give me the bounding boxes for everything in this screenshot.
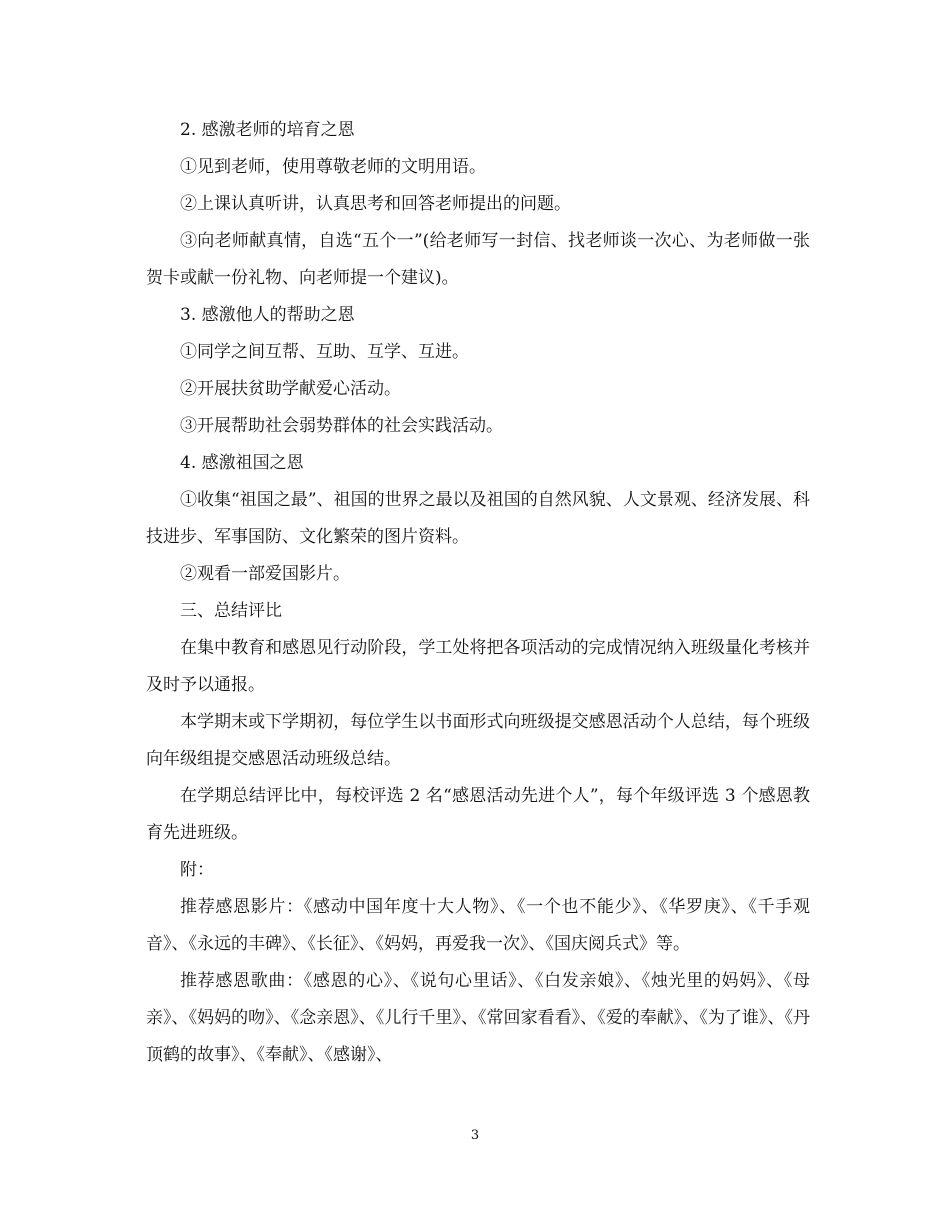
page-number: 3 (470, 1128, 480, 1143)
section-heading-teachers: 2. 感激老师的培育之恩 (180, 120, 355, 140)
list-item: ①见到老师，使用尊敬老师的文明用语。 (180, 157, 486, 177)
list-item: ②观看一部爱国影片。 (180, 564, 350, 584)
list-item: ③开展帮助社会弱势群体的社会实践活动。 (180, 416, 503, 436)
list-item: ①同学之间互帮、互助、互学、互进。 (180, 342, 469, 362)
list-item: ②开展扶贫助学献爱心活动。 (180, 379, 401, 399)
appendix-label: 附： (180, 860, 214, 880)
body-paragraph: 在学期总结评比中，每校评选 2 名“感恩活动先进个人”，每个年级评选 3 个感恩教育先进班级。 (146, 786, 810, 843)
section-heading-others: 3. 感激他人的帮助之恩 (180, 305, 355, 325)
document-body (146, 112, 810, 1074)
section-heading-motherland: 4. 感激祖国之恩 (180, 453, 304, 473)
list-item: ③向老师献真情，自选“五个一”(给老师写一封信、找老师谈一次心、为老师做一张贺卡或献一份礼物、向老师提一个建议)。 (146, 231, 810, 288)
list-item: ②上课认真听讲，认真思考和回答老师提出的问题。 (180, 194, 571, 214)
recommended-songs: 推荐感恩歌曲：《感恩的心》、《说句心里话》、《白发亲娘》、《烛光里的妈妈》、《母亲》、《妈妈的吻》、《念亲恩》、《儿行千里》、《常回家看看》、《爱的奉献》、《为了谁》、《丹顶鹤的故事》、《奉献》、《感谢》、 (146, 971, 810, 1065)
recommended-films: 推荐感恩影片：《感动中国年度十大人物》、《一个也不能少》、《华罗庚》、《千手观音》、《永远的丰碑》、《长征》、《妈妈，再爱我一次》、《国庆阅兵式》等。 (146, 897, 810, 954)
body-paragraph: 在集中教育和感恩见行动阶段，学工处将把各项活动的完成情况纳入班级量化考核并及时予以通报。 (146, 638, 810, 695)
body-paragraph: 本学期末或下学期初，每位学生以书面形式向班级提交感恩活动个人总结，每个班级向年级组提交感恩活动班级总结。 (146, 712, 810, 769)
section-heading-summary: 三、总结评比 (180, 601, 282, 621)
list-item: ①收集“祖国之最”、祖国的世界之最以及祖国的自然风貌、人文景观、经济发展、科技进步、军事国防、文化繁荣的图片资料。 (146, 490, 810, 547)
